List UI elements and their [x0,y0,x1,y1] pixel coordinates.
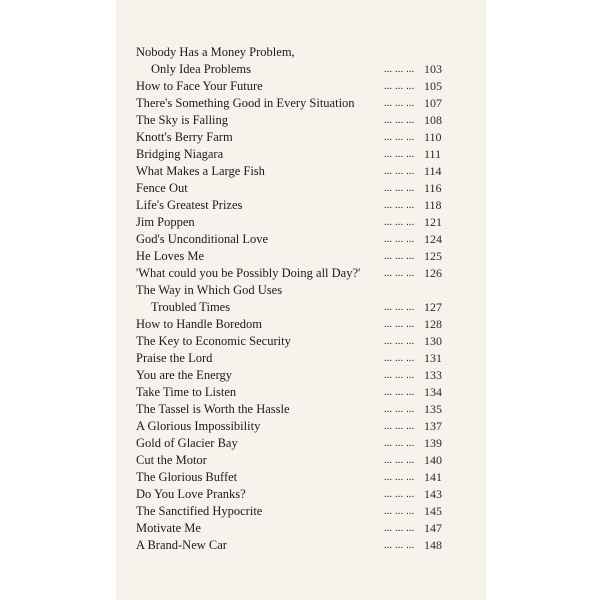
toc-entry-title-line: A Glorious Impossibility [136,419,261,433]
toc-page-number: 143 [424,487,442,501]
toc-entry-title-line: Bridging Niagara [136,147,224,161]
toc-leader-dots: ... ... ... [384,267,415,279]
toc-entry-title-line: The Key to Economic Security [136,334,291,348]
toc-entry-title-line: There's Something Good in Every Situation [136,96,355,110]
toc-entry [136,316,466,333]
toc-entry-title [136,180,188,197]
toc-entry [136,452,466,469]
toc-entry-title [136,350,212,367]
toc-leader-dots: ... ... ... [384,199,415,211]
toc-entry-title-line: He Loves Me [136,249,205,263]
toc-entry-title [136,452,207,469]
toc-entry-title [136,129,233,146]
toc-entry-title [136,197,242,214]
toc-entry-title-line: The Sky is Falling [136,113,229,127]
toc-page-number: 116 [424,181,442,195]
toc-leader-dots: ... ... ... [384,165,415,177]
toc-entry-title [136,112,228,129]
toc-entry-title-line: Cut the Motor [136,453,207,467]
toc-entry-title-line: Do You Love Pranks? [136,487,246,501]
toc-entry-title-line: Knott's Berry Farm [136,130,233,144]
toc-entry-title [136,367,232,384]
toc-entry [136,401,466,418]
toc-page-number: 135 [424,402,442,416]
toc-entry-title-line: Fence Out [136,181,188,195]
toc-page-number: 124 [424,232,442,246]
toc-page-number: 130 [424,334,442,348]
toc-entry-title-line: What Makes a Large Fish [136,164,265,178]
toc-page-number: 140 [424,453,442,467]
toc-entry-title [136,486,246,503]
toc-leader-dots: ... ... ... [384,233,415,245]
toc-entry [136,537,466,554]
toc-leader-dots: ... ... ... [384,114,415,126]
toc-page-number: 131 [424,351,442,365]
toc-entry-title-line: 'What could you be Possibly Doing all Day?' [136,266,361,280]
toc-entry-title-line: A Brand-New Car [136,538,227,552]
toc-leader-dots: ... ... ... [384,148,415,160]
toc-leader-dots: ... ... ... [384,182,415,194]
toc-entry-title [136,282,282,316]
toc-entry-title [136,78,263,95]
table-of-contents [136,44,466,554]
toc-entry-title [136,146,223,163]
toc-entry-title-line: Take Time to Listen [136,385,237,399]
toc-entry-title-line: Jim Poppen [136,215,195,229]
toc-entry [136,163,466,180]
toc-entry [136,350,466,367]
toc-entry-title-line: Motivate Me [136,521,201,535]
toc-entry-title [136,44,295,78]
toc-leader-dots: ... ... ... [384,488,415,500]
toc-entry-title [136,503,262,520]
toc-entry [136,129,466,146]
toc-leader-dots: ... ... ... [384,97,415,109]
toc-entry-title [136,95,355,112]
toc-entry [136,418,466,435]
toc-leader-dots: ... ... ... [384,539,415,551]
toc-page-number: 108 [424,113,442,127]
toc-entry-title [136,333,291,350]
toc-entry [136,520,466,537]
toc-leader-dots: ... ... ... [384,522,415,534]
toc-leader-dots: ... ... ... [384,80,415,92]
toc-entry-title-line: The Tassel is Worth the Hassle [136,402,290,416]
toc-page-number: 137 [424,419,442,433]
toc-page-number: 128 [424,317,442,331]
toc-entry-title-line: You are the Energy [136,368,233,382]
toc-entry-title [136,401,290,418]
toc-page-number: 147 [424,521,442,535]
toc-entry-title [136,384,236,401]
toc-leader-dots: ... ... ... [384,301,415,313]
toc-entry-title-line: Life's Greatest Prizes [136,198,243,212]
toc-entry [136,367,466,384]
toc-entry [136,384,466,401]
toc-entry-title-line: The Sanctified Hypocrite [136,504,263,518]
toc-page-number: 127 [424,300,442,314]
toc-entry [136,333,466,350]
toc-page-number: 107 [424,96,442,110]
toc-leader-dots: ... ... ... [384,403,415,415]
toc-leader-dots: ... ... ... [384,318,415,330]
toc-entry-title [136,231,268,248]
toc-entry-title-line: How to Face Your Future [136,79,263,93]
toc-entry [136,214,466,231]
toc-page-number: 110 [424,130,442,144]
toc-entry [136,78,466,95]
toc-leader-dots: ... ... ... [384,471,415,483]
toc-entry-title [136,520,201,537]
toc-page-number: 139 [424,436,442,450]
toc-leader-dots: ... ... ... [384,454,415,466]
toc-entry [136,180,466,197]
toc-entry [136,112,466,129]
toc-entry-title [136,418,260,435]
toc-leader-dots: ... ... ... [384,369,415,381]
toc-leader-dots: ... ... ... [384,386,415,398]
toc-entry-title-line: Nobody Has a Money Problem, [136,45,295,59]
toc-entry-title [136,265,360,282]
toc-entry [136,282,466,316]
toc-entry-title-line: The Way in Which God Uses [136,283,283,297]
toc-entry-title [136,163,265,180]
toc-entry-title-line: Praise the Lord [136,351,213,365]
toc-entry-title [136,537,227,554]
toc-entry-title-line: Troubled Times [151,300,231,314]
toc-page-number: 141 [424,470,442,484]
toc-entry-title-line: God's Unconditional Love [136,232,269,246]
toc-entry [136,95,466,112]
toc-entry [136,469,466,486]
toc-page-number: 133 [424,368,442,382]
toc-entry [136,503,466,520]
toc-leader-dots: ... ... ... [384,250,415,262]
toc-page-number: 145 [424,504,442,518]
toc-entry-title-line: Only Idea Problems [151,62,251,76]
toc-page-number: 121 [424,215,442,229]
toc-entry-title [136,469,237,486]
toc-entry [136,44,466,78]
toc-page-number: 103 [424,62,442,76]
toc-entry [136,231,466,248]
toc-page-number: 105 [424,79,442,93]
toc-page-number: 111 [424,147,442,161]
toc-entry [136,248,466,265]
toc-entry [136,435,466,452]
toc-entry-title-line: Gold of Glacier Bay [136,436,238,450]
toc-page-number: 134 [424,385,442,399]
toc-entry-title-line: The Glorious Buffet [136,470,238,484]
toc-entry [136,146,466,163]
toc-leader-dots: ... ... ... [384,63,415,75]
toc-leader-dots: ... ... ... [384,420,415,432]
toc-entry-title-line: How to Handle Boredom [136,317,263,331]
toc-entry-title [136,316,262,333]
toc-entry [136,197,466,214]
toc-leader-dots: ... ... ... [384,216,415,228]
toc-entry [136,486,466,503]
toc-page-number: 126 [424,266,442,280]
toc-page-number: 125 [424,249,442,263]
toc-leader-dots: ... ... ... [384,437,415,449]
toc-leader-dots: ... ... ... [384,335,415,347]
toc-entry-title [136,214,195,231]
toc-entry [136,265,466,282]
toc-leader-dots: ... ... ... [384,505,415,517]
toc-page-number: 148 [424,538,442,552]
toc-entry-title [136,248,204,265]
toc-page-number: 118 [424,198,442,212]
toc-page-number: 114 [424,164,442,178]
toc-entry-title [136,435,238,452]
toc-leader-dots: ... ... ... [384,131,415,143]
toc-leader-dots: ... ... ... [384,352,415,364]
